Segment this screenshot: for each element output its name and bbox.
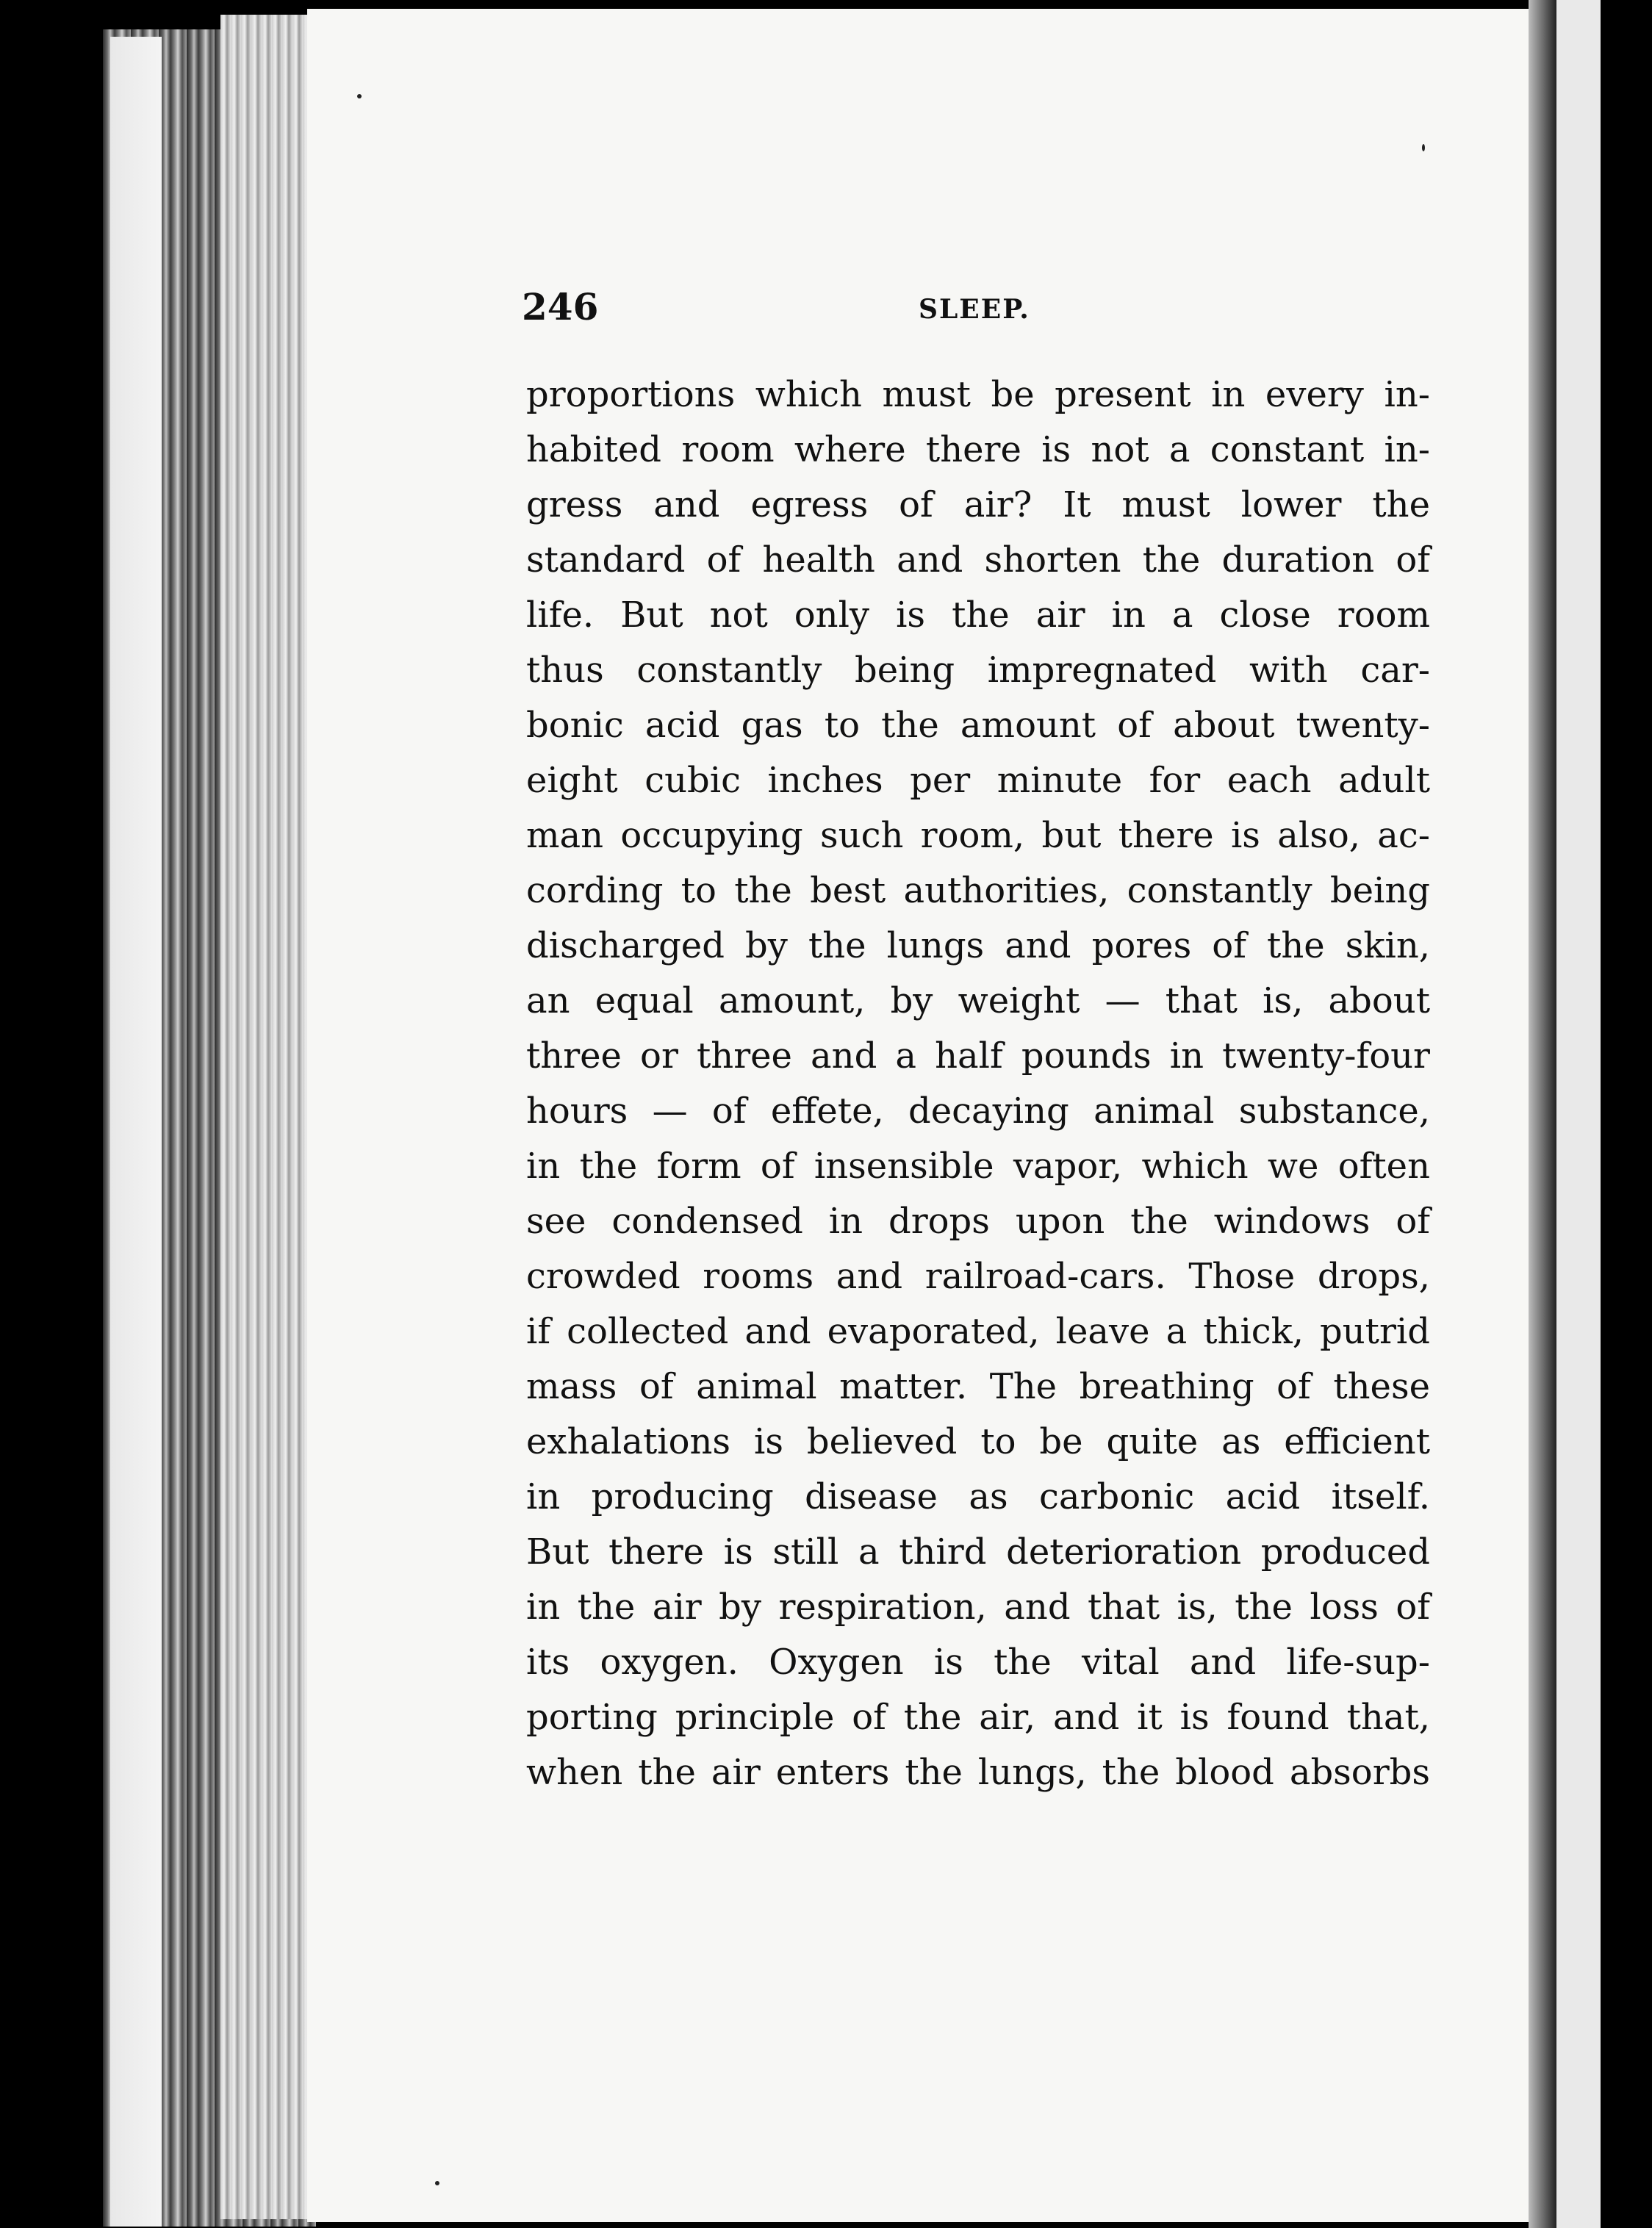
- text-line: porting principle of the air, and it is found that,: [526, 1697, 1430, 1738]
- text-line: habited room where there is not a constant in-: [526, 429, 1430, 470]
- text-line: But there is still a third deterioration produced: [526, 1531, 1430, 1573]
- page-edge-highlight: [220, 15, 309, 2219]
- text-line: mass of animal matter. The breathing of these: [526, 1366, 1430, 1407]
- scan-speck: [1422, 144, 1425, 151]
- next-page-edge: [1556, 0, 1601, 2228]
- text-line: its oxygen. Oxygen is the vital and life-sup-: [526, 1642, 1430, 1683]
- body-text: [526, 367, 1430, 1800]
- text-line: when the air enters the lungs, the blood absorbs: [526, 1752, 1430, 1793]
- scan-speck: [435, 2181, 439, 2185]
- page-number: 246: [522, 285, 599, 328]
- text-line: proportions which must be present in every in-: [526, 374, 1430, 415]
- text-line: in the form of insensible vapor, which we often: [526, 1146, 1430, 1187]
- gutter-shadow: [1529, 0, 1558, 2228]
- text-line: in producing disease as carbonic acid itself.: [526, 1476, 1430, 1517]
- text-line: see condensed in drops upon the windows of: [526, 1201, 1430, 1242]
- text-line: crowded rooms and railroad-cars. Those drops,: [526, 1256, 1430, 1297]
- text-line: hours — of effete, decaying animal substance,: [526, 1090, 1430, 1132]
- left-page-edge: [110, 37, 162, 2227]
- text-line: life. But not only is the air in a close room: [526, 594, 1430, 636]
- running-head: [522, 285, 1440, 329]
- text-line: if collected and evaporated, leave a thick, putrid: [526, 1311, 1430, 1352]
- text-line: an equal amount, by weight — that is, about: [526, 980, 1430, 1021]
- text-line: discharged by the lungs and pores of the skin,: [526, 925, 1430, 966]
- text-line: man occupying such room, but there is also, ac-: [526, 815, 1430, 856]
- chapter-title: SLEEP.: [919, 294, 1030, 325]
- text-line: standard of health and shorten the duration of: [526, 539, 1430, 581]
- text-line: cording to the best authorities, constantly being: [526, 870, 1430, 911]
- text-line: in the air by respiration, and that is, the loss of: [526, 1586, 1430, 1628]
- text-line: eight cubic inches per minute for each adult: [526, 760, 1430, 801]
- text-line: thus constantly being impregnated with car-: [526, 650, 1430, 691]
- text-line: bonic acid gas to the amount of about twenty-: [526, 705, 1430, 746]
- text-line: gress and egress of air? It must lower the: [526, 484, 1430, 525]
- text-line: exhalations is believed to be quite as efficient: [526, 1421, 1430, 1462]
- text-line: three or three and a half pounds in twenty-four: [526, 1035, 1430, 1077]
- scan-speck: [357, 94, 362, 98]
